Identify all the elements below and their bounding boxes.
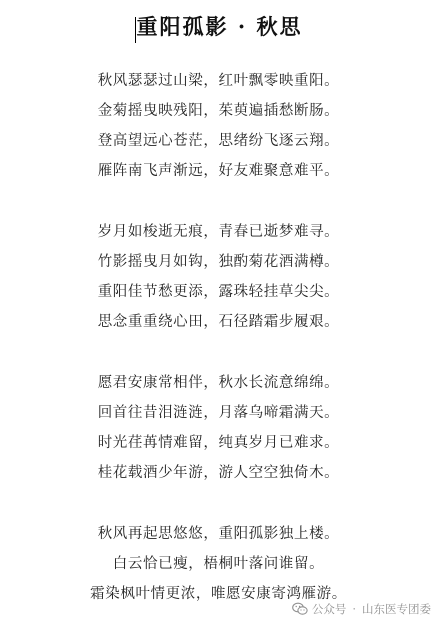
- poem-line: 桂花载酒少年游，游人空空独倚木。: [97, 465, 340, 481]
- poem-line: 愿君安康常相伴，秋水长流意绵绵。: [97, 375, 340, 391]
- poem-line: 时光荏苒情难留，纯真岁月已难求。: [97, 435, 340, 451]
- wechat-icon: [292, 602, 308, 616]
- poem-line: 白云恰已瘦，梧桐叶落问谁留。: [112, 556, 325, 572]
- poem-line: 秋风再起思悠悠，重阳孤影独上楼。: [97, 526, 340, 542]
- stanza-2: [0, 217, 437, 337]
- watermark-separator: ·: [352, 602, 356, 616]
- watermark: [292, 601, 431, 617]
- title-area: [0, 12, 437, 43]
- poem-line: 竹影摇曳月如钩，独酌菊花酒满樽。: [97, 254, 340, 270]
- stanza-4: [0, 519, 437, 609]
- poem-line: 登高望远心苍茫，思绪纷飞逐云翔。: [97, 133, 340, 149]
- poem-title: 重阳孤影 · 秋思: [136, 14, 303, 39]
- poem-line: 霜染枫叶情更浓，唯愿安康寄鸿雁游。: [90, 586, 347, 602]
- poem-line: 重阳佳节愁更添，露珠轻挂草尖尖。: [97, 284, 340, 300]
- poem-line: 思念重重绕心田，石径踏霜步履艰。: [97, 314, 340, 330]
- stanza-3: [0, 368, 437, 488]
- poem-line: 秋风瑟瑟过山梁，红叶飘零映重阳。: [97, 73, 340, 89]
- poem-line: 金菊摇曳映残阳，茱萸遍插愁断肠。: [97, 103, 340, 119]
- poem-line: 岁月如梭逝无痕，青春已逝梦难寻。: [97, 224, 340, 240]
- stanza-1: [0, 66, 437, 186]
- poem-body: [0, 66, 437, 640]
- watermark-account: 山东医专团委: [362, 602, 431, 616]
- text-cursor: [135, 17, 136, 43]
- poem-line: 雁阵南飞声渐远，好友难聚意难平。: [97, 163, 340, 179]
- watermark-source: 公众号: [311, 602, 347, 616]
- poem-line: 回首往昔泪涟涟，月落乌啼霜满天。: [97, 405, 340, 421]
